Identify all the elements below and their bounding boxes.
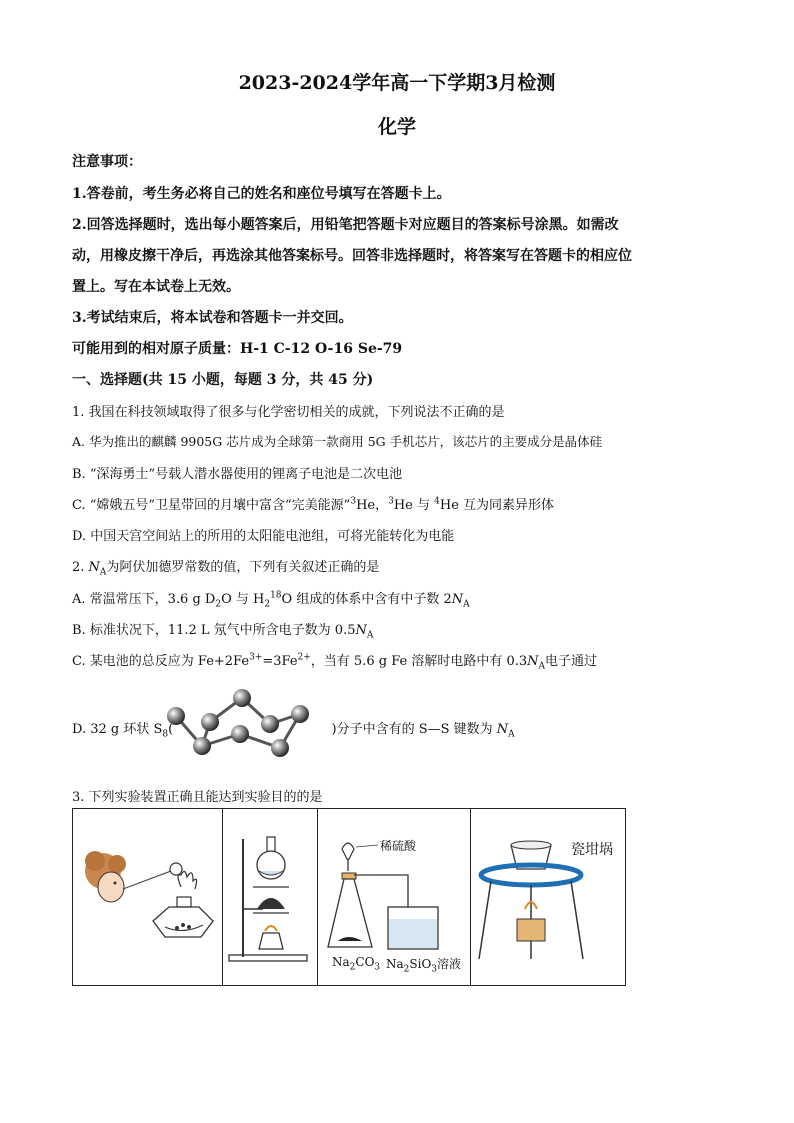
notice-item-1: 1.答卷前，考生务必将自己的姓名和座位号填写在答题卡上。 <box>72 186 451 202</box>
q2-option-b: B. 标准状况下，11.2 L 氖气中所含电子数为 $0.5N_A$ <box>72 623 374 641</box>
q2-option-c: C. 某电池的总反应为 $Fe+2Fe^{3+}=3Fe^{2+}$，当有 5.6 g Fe 溶解时电路中有 $0.3N_A$电子通过 <box>72 652 598 672</box>
q1-option-d: D. 中国天宫空间站上的所用的太阳能电池组，可将光能转化为电能 <box>72 529 455 544</box>
s8-ring-molecule-icon <box>162 684 316 774</box>
q1-stem: 1. 我国在科技领域取得了很多与化学密切相关的成就，下列说法不正确的是 <box>72 405 505 420</box>
label-na2co3: $Na_2CO_3$ <box>332 955 381 973</box>
crucible-tripod-icon <box>471 809 628 985</box>
subject-title: 化学 <box>377 116 416 138</box>
apparatus-cell-smell <box>73 809 223 985</box>
apparatus-cell-acid-strength <box>318 809 471 985</box>
section-heading: 一、选择题(共 15 小题，每题 3 分，共 45 分) <box>72 372 374 388</box>
notice-item-2-line-2: 动，用橡皮擦干净后，再选涂其他答案标号。回答非选择题时，将答案写在答题卡的相应位 <box>72 248 632 264</box>
q2-stem: 2. $N_A$为阿伏加德罗常数的值，下列有关叙述正确的是 <box>72 560 380 578</box>
notice-item-3: 3.考试结束后，将本试卷和答题卡一并交回。 <box>72 310 353 326</box>
q1-option-c: C. “嫦娥五号”卫星带回的月壤中富含“完美能源”$^3$He，$^3$He 与 $^4$He 互为同素异形体 <box>72 496 555 513</box>
notice-heading: 注意事项： <box>72 154 142 170</box>
label-na2sio3-solution: $Na_2SiO_3$溶液 <box>386 957 462 975</box>
q1-option-a: A. 华为推出的麒麟 9905G 芯片成为全球第一款商用 5G 手机芯片，该芯片的主要成分是晶体硅 <box>72 434 603 449</box>
q2-option-a: A. 常温常压下，3.6 g $D_2O$ 与 $H_2^{18}O$ 组成的体系中含有中子数 $2N_A$ <box>72 590 470 610</box>
label-dilute-sulfuric-acid: 稀硫酸 <box>380 839 417 853</box>
atomic-masses: 可能用到的相对原子质量：H-1 C-12 O-16 Se-79 <box>72 341 403 357</box>
q1-option-b: B. “深海勇士”号载人潜水器使用的锂离子电池是二次电池 <box>72 467 403 482</box>
q3-stem: 3. 下列实验装置正确且能达到实验目的的是 <box>72 790 323 805</box>
label-porcelain-crucible: 瓷坩埚 <box>571 842 613 858</box>
round-flask-heating-icon <box>223 809 317 985</box>
notice-item-2-line-1: 2.回答选择题时，选出每小题答案后，用铅笔把答题卡对应题目的答案标号涂黑。如需改 <box>72 217 619 233</box>
exam-title: 2023-2024学年高一下学期3月检测 <box>238 72 556 94</box>
apparatus-cell-crucible <box>471 809 628 985</box>
apparatus-figure-table <box>72 808 626 986</box>
q2-option-d: D. 32 g 环状 $S_8$( )分子中含有的 S—S 键数为 $N_A$ <box>72 722 515 740</box>
apparatus-cell-heating <box>223 809 318 985</box>
notice-item-2-line-3: 置上。写在本试卷上无效。 <box>72 279 240 295</box>
smelling-apparatus-icon <box>73 809 222 985</box>
